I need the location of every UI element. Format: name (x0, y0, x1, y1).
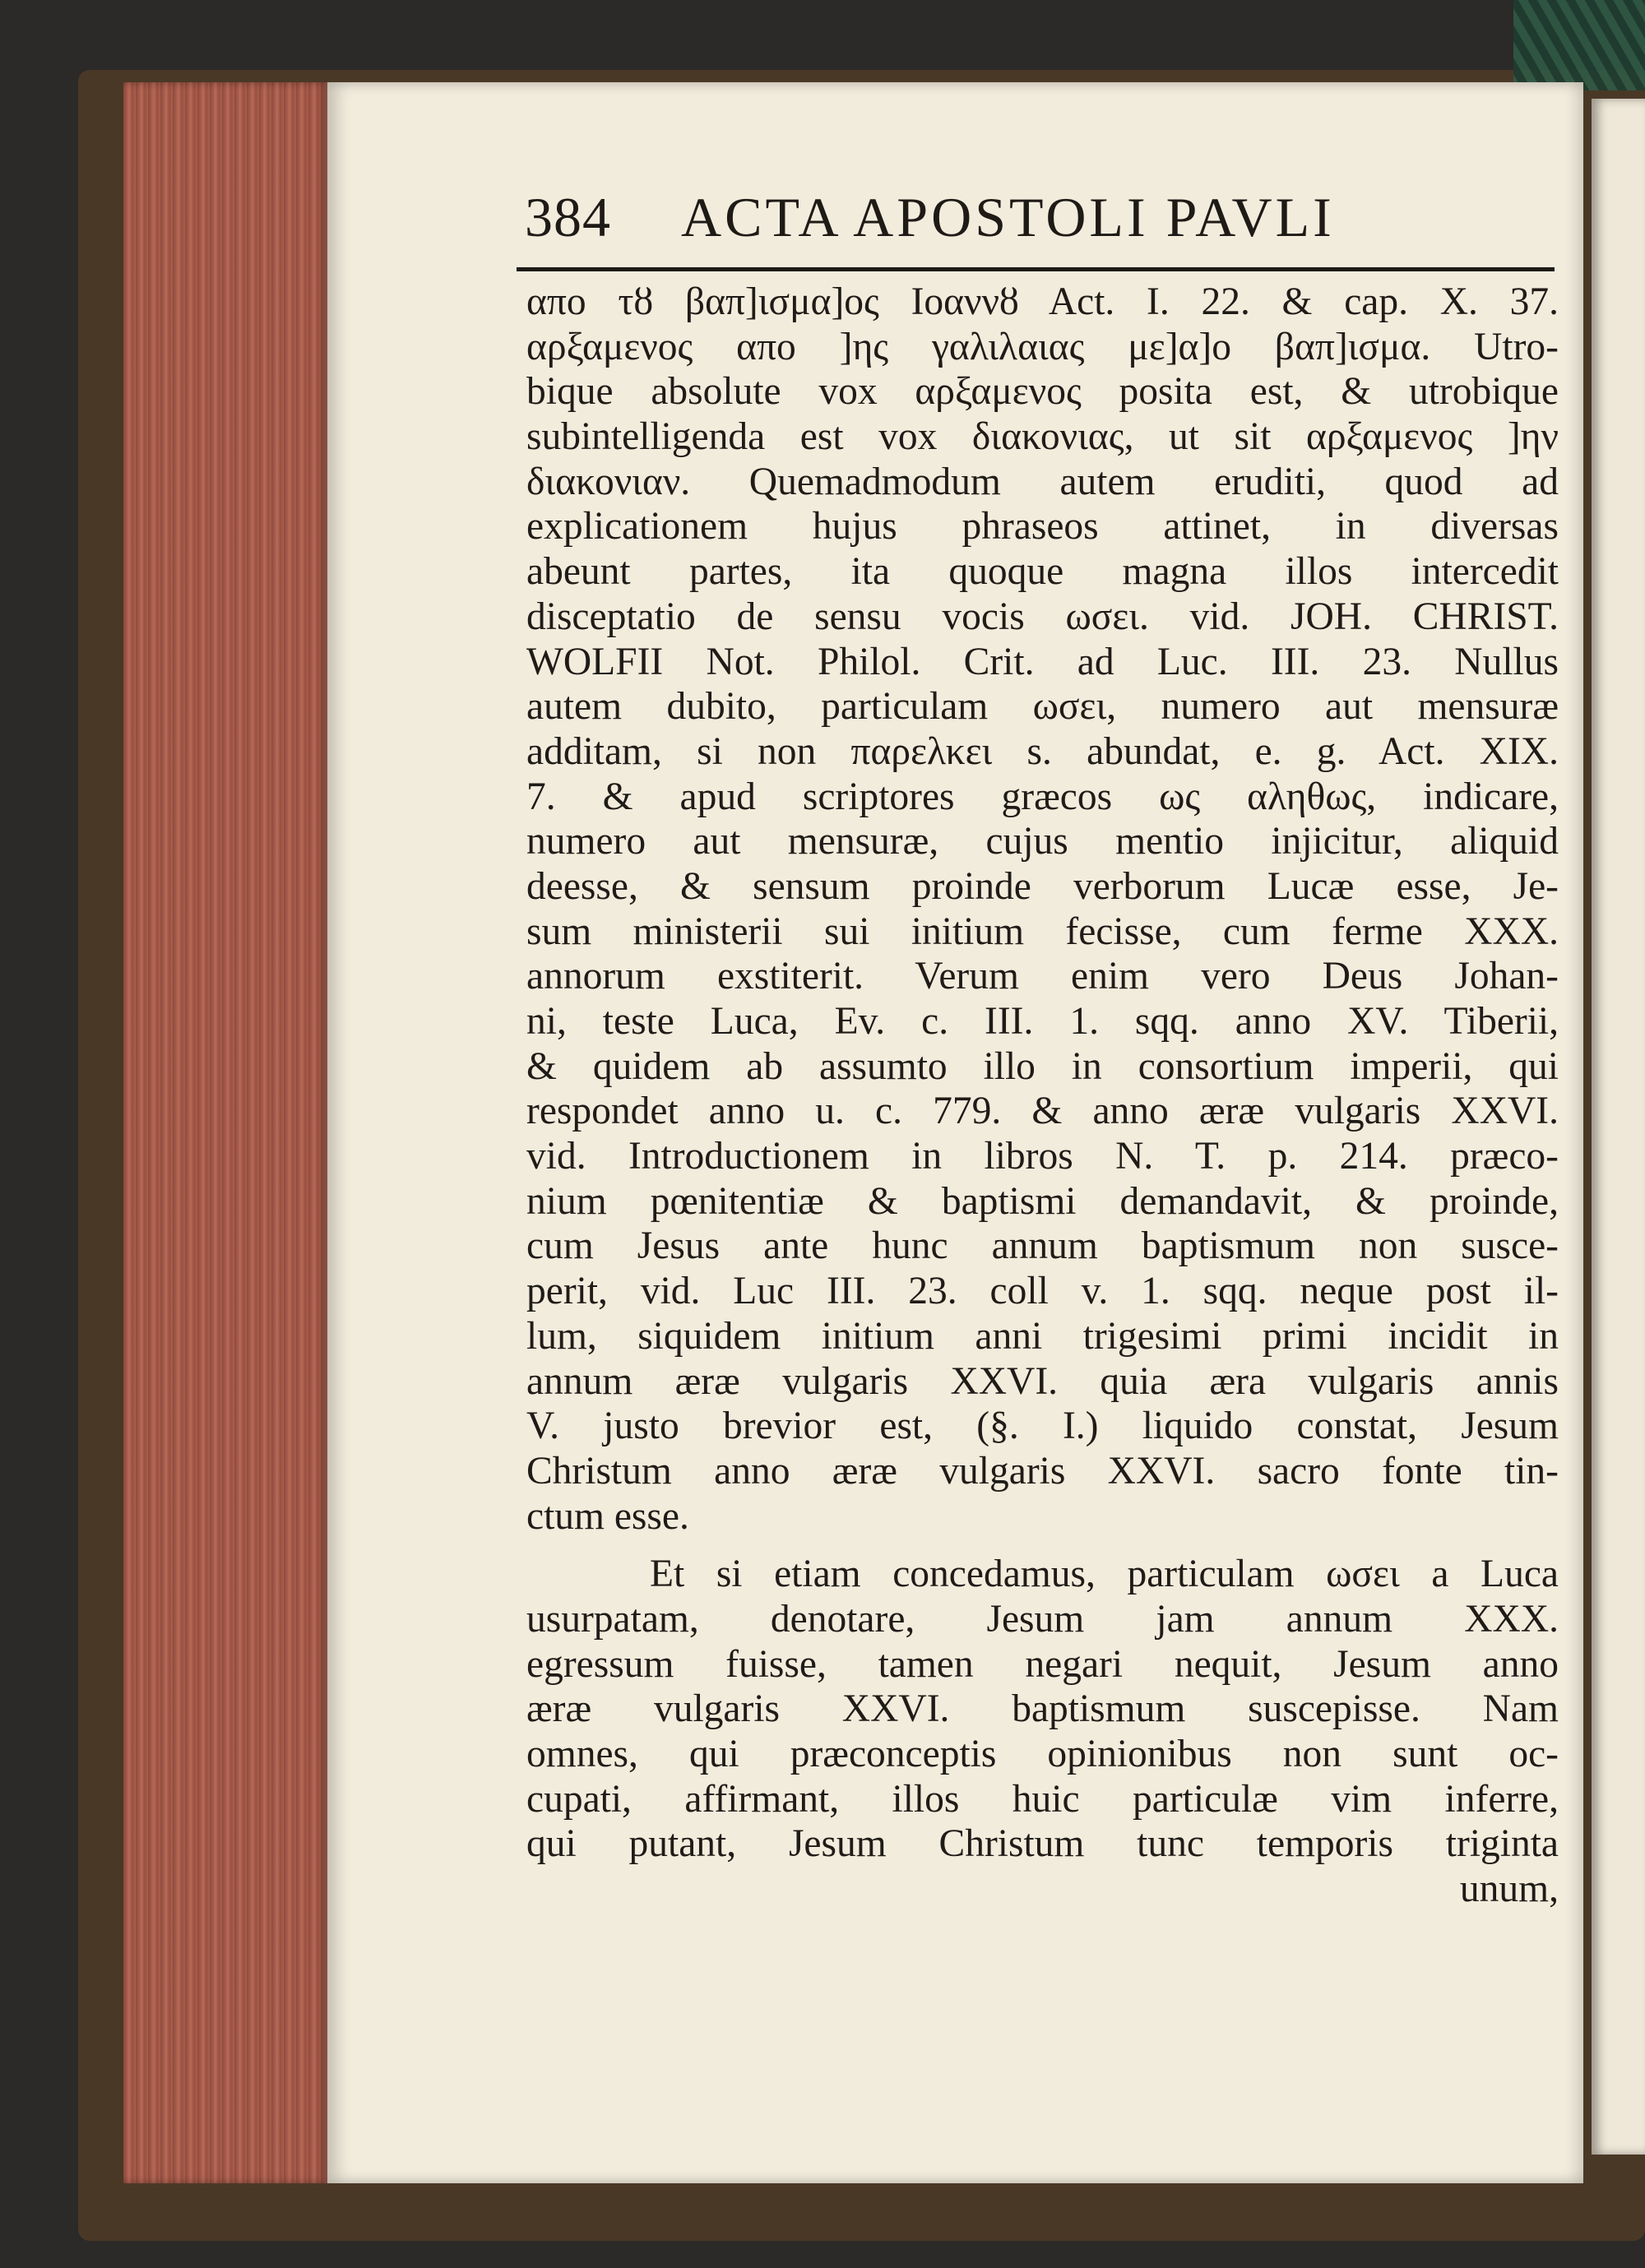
facing-page-edge (1592, 99, 1645, 2155)
running-head (525, 185, 1561, 267)
text-line: cum Jesus ante hunc annum baptismum non susce- (526, 1224, 1559, 1268)
text-line: omnes, qui præconceptis opinionibus non sunt oc- (526, 1733, 1559, 1775)
text-line: perit, vid. Luc III. 23. coll v. 1. sqq. neque post il- (526, 1270, 1559, 1313)
text-line: æræ vulgaris XXVI. baptismum suscepisse. Nam (526, 1687, 1559, 1731)
running-title: ACTA APOSTOLI PAVLI (681, 186, 1335, 248)
text-line: & quidem ab assumto illo in consortium imperii, qui (526, 1044, 1559, 1088)
text-line: respondet anno u. c. 779. & anno æræ vulgaris XXVI. (526, 1090, 1559, 1133)
text-line: numero aut mensuræ, cujus mentio injicitur, aliquid (526, 820, 1559, 863)
text-line: απο τȣ βαπ]ισμα]ος Ιοαννȣ Act. I. 22. & cap. X. 37. (526, 280, 1559, 323)
text-line: additam, si non παρελκει s. abundat, e. g. Act. XIX. (526, 729, 1559, 773)
book-page (327, 82, 1583, 2183)
text-line: abeunt partes, ita quoque magna illos intercedit (526, 550, 1559, 594)
text-line: vid. Introductionem in libros N. T. p. 214. præco- (526, 1135, 1559, 1178)
page-edge (123, 82, 329, 2183)
text-line: cupati, affirmant, illos huic particulæ vim inferre, (526, 1777, 1559, 1821)
text-line: ni, teste Luca, Ev. c. III. 1. sqq. anno XV. Tiberii, (526, 1000, 1559, 1043)
text-line: qui putant, Jesum Christum tunc temporis triginta (526, 1822, 1559, 1866)
text-line: διακονιαν. Quemadmodum autem eruditi, quod ad (526, 460, 1559, 503)
text-line: αρξαμενος απο ]ης γαλιλαιας με]α]ο βαπ]ισμα. Utro- (526, 325, 1559, 368)
text-line: V. justo brevior est, (§. I.) liquido constat, Jesum (526, 1405, 1559, 1448)
text-line: usurpatam, denotare, Jesum jam annum XXX. (526, 1597, 1559, 1641)
body-text (526, 280, 1559, 1912)
page-number: 384 (525, 186, 611, 248)
text-line: ctum esse. (526, 1494, 689, 1538)
text-line: autem dubito, particulam ωσει, numero aut mensuræ (526, 685, 1559, 729)
text-line: nium pœnitentiæ & baptismi demandavit, & proinde, (526, 1179, 1559, 1223)
text-line: Christum anno æræ vulgaris XXVI. sacro fonte tin- (526, 1449, 1559, 1493)
text-line: sum ministerii sui initium fecisse, cum ferme XXX. (526, 910, 1559, 953)
text-line: bique absolute vox αρξαμενος posita est, & utrobique (526, 370, 1559, 414)
paragraph-first-line: Et si etiam concedamus, particulam ωσει a Luca (650, 1553, 1559, 1596)
text-line: 7. & apud scriptores græcos ως αληθως, indicare, (526, 775, 1559, 818)
text-line: subintelligenda est vox διακονιας, ut sit αρξαμενος ]ην (526, 415, 1559, 459)
text-line: lum, siquidem initium anni trigesimi primi incidit in (526, 1314, 1559, 1358)
text-line: deesse, & sensum proinde verborum Lucæ esse, Je- (526, 864, 1559, 908)
bookmark-ribbon (1513, 0, 1645, 90)
paragraph-gap (526, 1539, 1559, 1552)
text-line: disceptatio de sensu vocis ωσει. vid. JOH. CHRIST. (526, 595, 1559, 638)
text-line: annum æræ vulgaris XXVI. quia æra vulgaris annis (526, 1359, 1559, 1403)
catchword: unum, (1459, 1868, 1559, 1911)
text-line: egressum fuisse, tamen negari nequit, Jesum anno (526, 1642, 1559, 1686)
text-line: WOLFII Not. Philol. Crit. ad Luc. III. 23. Nullus (526, 640, 1559, 683)
text-line: annorum exstiterit. Verum enim vero Deus Johan- (526, 955, 1559, 998)
header-rule (517, 267, 1555, 271)
text-line: explicationem hujus phraseos attinet, in diversas (526, 505, 1559, 548)
